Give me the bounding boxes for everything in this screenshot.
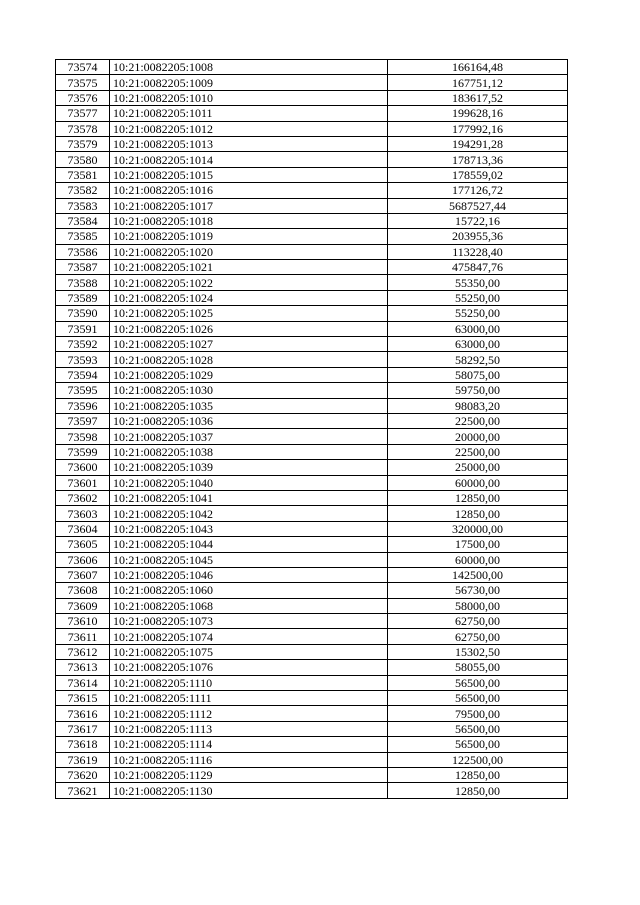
cadastral-value-cell: 177992,16 [388,121,568,136]
row-number-cell: 73587 [56,260,110,275]
row-number-cell: 73606 [56,552,110,567]
cadastral-value-cell: 55250,00 [388,306,568,321]
row-number-cell: 73619 [56,752,110,767]
row-number-cell: 73589 [56,290,110,305]
table-row [56,706,568,721]
cadastral-value-cell: 166164,48 [388,60,568,75]
table-row [56,614,568,629]
cadastral-value-cell: 62750,00 [388,614,568,629]
cadastral-value-cell: 56500,00 [388,737,568,752]
row-number-cell: 73578 [56,121,110,136]
cadastral-number-cell: 10:21:0082205:1030 [110,383,388,398]
cadastral-number-cell: 10:21:0082205:1014 [110,152,388,167]
row-number-cell: 73607 [56,567,110,582]
row-number-cell: 73613 [56,660,110,675]
table-row [56,737,568,752]
row-number-cell: 73615 [56,691,110,706]
row-number-cell: 73582 [56,183,110,198]
cadastral-number-cell: 10:21:0082205:1011 [110,106,388,121]
cadastral-number-cell: 10:21:0082205:1116 [110,752,388,767]
cadastral-number-cell: 10:21:0082205:1028 [110,352,388,367]
cadastral-value-cell: 56500,00 [388,691,568,706]
cadastral-value-cell: 62750,00 [388,629,568,644]
cadastral-number-cell: 10:21:0082205:1060 [110,583,388,598]
cadastral-value-cell: 20000,00 [388,429,568,444]
cadastral-number-cell: 10:21:0082205:1020 [110,244,388,259]
row-number-cell: 73618 [56,737,110,752]
cadastral-value-cell: 5687527,44 [388,198,568,213]
cadastral-value-cell: 22500,00 [388,444,568,459]
cadastral-value-cell: 122500,00 [388,752,568,767]
table-row [56,598,568,613]
row-number-cell: 73597 [56,413,110,428]
cadastral-value-cell: 194291,28 [388,136,568,151]
row-number-cell: 73594 [56,367,110,382]
row-number-cell: 73620 [56,767,110,782]
table-row [56,583,568,598]
cadastral-value-cell: 178559,02 [388,167,568,182]
cadastral-number-cell: 10:21:0082205:1012 [110,121,388,136]
cadastral-number-cell: 10:21:0082205:1043 [110,521,388,536]
row-number-cell: 73583 [56,198,110,213]
table-row [56,121,568,136]
table-row [56,306,568,321]
cadastral-number-cell: 10:21:0082205:1129 [110,767,388,782]
cadastral-number-cell: 10:21:0082205:1042 [110,506,388,521]
cadastral-value-cell: 113228,40 [388,244,568,259]
table-row [56,506,568,521]
table-row [56,183,568,198]
cadastral-number-cell: 10:21:0082205:1041 [110,490,388,505]
table-row [56,413,568,428]
table-row [56,721,568,736]
table-row [56,475,568,490]
cadastral-number-cell: 10:21:0082205:1111 [110,691,388,706]
cadastral-number-cell: 10:21:0082205:1036 [110,413,388,428]
row-number-cell: 73614 [56,675,110,690]
cadastral-number-cell: 10:21:0082205:1046 [110,567,388,582]
row-number-cell: 73610 [56,614,110,629]
cadastral-number-cell: 10:21:0082205:1113 [110,721,388,736]
cadastral-number-cell: 10:21:0082205:1068 [110,598,388,613]
cadastral-number-cell: 10:21:0082205:1074 [110,629,388,644]
table-row [56,337,568,352]
row-number-cell: 73611 [56,629,110,644]
row-number-cell: 73586 [56,244,110,259]
cadastral-value-cell: 12850,00 [388,783,568,798]
table-row [56,521,568,536]
cadastral-value-cell: 55350,00 [388,275,568,290]
table-row [56,398,568,413]
table-row [56,675,568,690]
cadastral-value-cell: 56500,00 [388,721,568,736]
cadastral-value-cell: 17500,00 [388,537,568,552]
cadastral-number-cell: 10:21:0082205:1029 [110,367,388,382]
cadastral-value-cell: 15302,50 [388,644,568,659]
row-number-cell: 73576 [56,90,110,105]
table-row [56,444,568,459]
table-row [56,537,568,552]
cadastral-number-cell: 10:21:0082205:1021 [110,260,388,275]
cadastral-number-cell: 10:21:0082205:1009 [110,75,388,90]
cadastral-number-cell: 10:21:0082205:1024 [110,290,388,305]
cadastral-number-cell: 10:21:0082205:1044 [110,537,388,552]
row-number-cell: 73575 [56,75,110,90]
table-row [56,783,568,798]
cadastral-value-cell: 58292,50 [388,352,568,367]
row-number-cell: 73601 [56,475,110,490]
cadastral-number-cell: 10:21:0082205:1110 [110,675,388,690]
row-number-cell: 73608 [56,583,110,598]
table-row [56,490,568,505]
cadastral-number-cell: 10:21:0082205:1017 [110,198,388,213]
table-row [56,275,568,290]
row-number-cell: 73600 [56,460,110,475]
table-row [56,460,568,475]
cadastral-value-cell: 12850,00 [388,490,568,505]
table-row [56,752,568,767]
cadastral-number-cell: 10:21:0082205:1130 [110,783,388,798]
row-number-cell: 73593 [56,352,110,367]
cadastral-number-cell: 10:21:0082205:1019 [110,229,388,244]
table-row [56,352,568,367]
table-row [56,367,568,382]
cadastral-value-cell: 58000,00 [388,598,568,613]
row-number-cell: 73579 [56,136,110,151]
row-number-cell: 73577 [56,106,110,121]
row-number-cell: 73588 [56,275,110,290]
table-row [56,383,568,398]
cadastral-value-cell: 142500,00 [388,567,568,582]
table-row [56,152,568,167]
row-number-cell: 73616 [56,706,110,721]
cadastral-number-cell: 10:21:0082205:1008 [110,60,388,75]
table-row [56,167,568,182]
cadastral-value-cell: 63000,00 [388,337,568,352]
row-number-cell: 73584 [56,213,110,228]
cadastral-value-cell: 98083,20 [388,398,568,413]
row-number-cell: 73602 [56,490,110,505]
cadastral-number-cell: 10:21:0082205:1037 [110,429,388,444]
cadastral-value-cell: 60000,00 [388,552,568,567]
cadastral-value-cell: 55250,00 [388,290,568,305]
row-number-cell: 73580 [56,152,110,167]
table-row [56,213,568,228]
cadastral-value-cell: 167751,12 [388,75,568,90]
table-body [56,60,568,799]
cadastral-value-cell: 59750,00 [388,383,568,398]
cadastral-number-cell: 10:21:0082205:1076 [110,660,388,675]
row-number-cell: 73612 [56,644,110,659]
row-number-cell: 73592 [56,337,110,352]
row-number-cell: 73599 [56,444,110,459]
row-number-cell: 73617 [56,721,110,736]
cadastral-value-cell: 58075,00 [388,367,568,382]
cadastral-number-cell: 10:21:0082205:1027 [110,337,388,352]
row-number-cell: 73621 [56,783,110,798]
table-row [56,691,568,706]
table-row [56,321,568,336]
cadastral-value-cell: 25000,00 [388,460,568,475]
row-number-cell: 73596 [56,398,110,413]
table-row [56,229,568,244]
table-row [56,644,568,659]
row-number-cell: 73604 [56,521,110,536]
cadastral-number-cell: 10:21:0082205:1016 [110,183,388,198]
cadastral-value-cell: 56730,00 [388,583,568,598]
cadastral-value-cell: 60000,00 [388,475,568,490]
table-row [56,660,568,675]
row-number-cell: 73605 [56,537,110,552]
table-row [56,290,568,305]
cadastral-value-table [55,59,568,799]
cadastral-value-cell: 183617,52 [388,90,568,105]
cadastral-value-cell: 58055,00 [388,660,568,675]
cadastral-value-cell: 178713,36 [388,152,568,167]
row-number-cell: 73581 [56,167,110,182]
cadastral-number-cell: 10:21:0082205:1013 [110,136,388,151]
table-row [56,60,568,75]
cadastral-number-cell: 10:21:0082205:1075 [110,644,388,659]
cadastral-number-cell: 10:21:0082205:1022 [110,275,388,290]
table-row [56,260,568,275]
table-row [56,567,568,582]
cadastral-value-cell: 15722,16 [388,213,568,228]
cadastral-value-cell: 56500,00 [388,675,568,690]
cadastral-number-cell: 10:21:0082205:1018 [110,213,388,228]
cadastral-value-cell: 12850,00 [388,506,568,521]
table-row [56,90,568,105]
cadastral-number-cell: 10:21:0082205:1035 [110,398,388,413]
row-number-cell: 73595 [56,383,110,398]
table-row [56,767,568,782]
cadastral-number-cell: 10:21:0082205:1015 [110,167,388,182]
cadastral-number-cell: 10:21:0082205:1026 [110,321,388,336]
row-number-cell: 73585 [56,229,110,244]
cadastral-value-cell: 12850,00 [388,767,568,782]
table-row [56,198,568,213]
row-number-cell: 73598 [56,429,110,444]
cadastral-number-cell: 10:21:0082205:1045 [110,552,388,567]
table-row [56,429,568,444]
cadastral-number-cell: 10:21:0082205:1025 [110,306,388,321]
cadastral-value-cell: 63000,00 [388,321,568,336]
cadastral-number-cell: 10:21:0082205:1073 [110,614,388,629]
cadastral-value-cell: 475847,76 [388,260,568,275]
cadastral-value-cell: 203955,36 [388,229,568,244]
cadastral-number-cell: 10:21:0082205:1039 [110,460,388,475]
table-row [56,244,568,259]
table-row [56,75,568,90]
cadastral-value-cell: 79500,00 [388,706,568,721]
cadastral-number-cell: 10:21:0082205:1038 [110,444,388,459]
row-number-cell: 73609 [56,598,110,613]
table-row [56,136,568,151]
cadastral-value-cell: 177126,72 [388,183,568,198]
cadastral-number-cell: 10:21:0082205:1112 [110,706,388,721]
cadastral-number-cell: 10:21:0082205:1010 [110,90,388,105]
row-number-cell: 73591 [56,321,110,336]
table-row [56,552,568,567]
row-number-cell: 73603 [56,506,110,521]
cadastral-number-cell: 10:21:0082205:1114 [110,737,388,752]
table-row [56,629,568,644]
cadastral-value-cell: 22500,00 [388,413,568,428]
table-row [56,106,568,121]
cadastral-value-cell: 199628,16 [388,106,568,121]
cadastral-value-cell: 320000,00 [388,521,568,536]
row-number-cell: 73590 [56,306,110,321]
cadastral-number-cell: 10:21:0082205:1040 [110,475,388,490]
row-number-cell: 73574 [56,60,110,75]
